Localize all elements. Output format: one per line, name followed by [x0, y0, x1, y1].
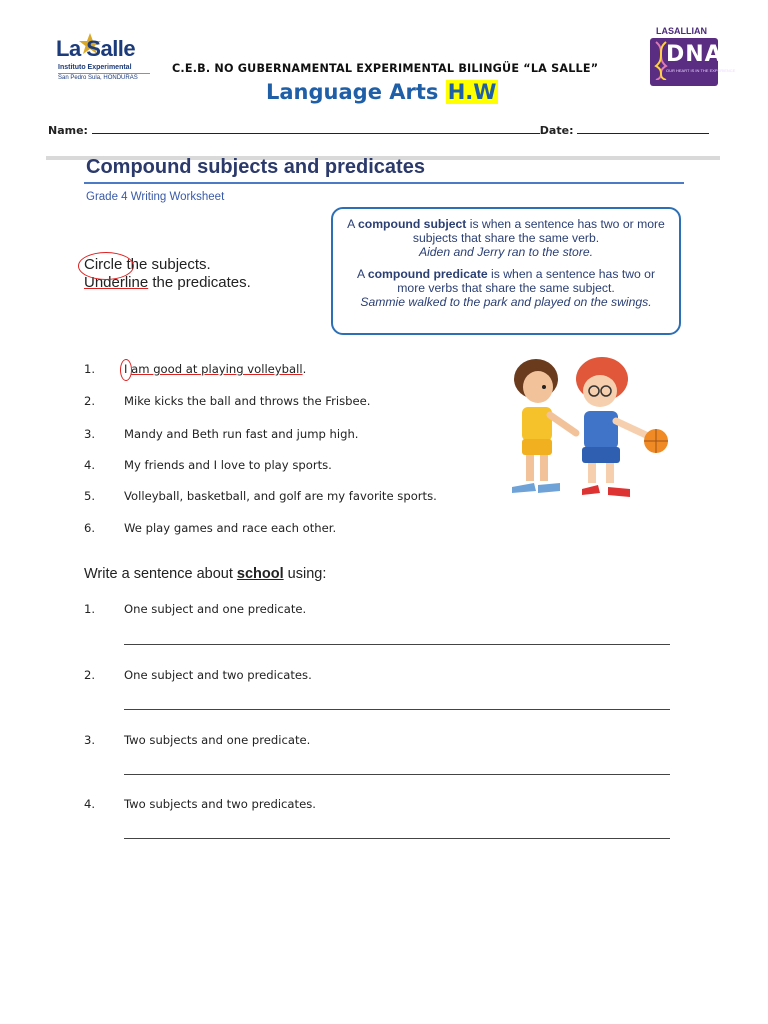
circle-instruction-text: the subjects.	[122, 256, 211, 273]
dna-logo-tagline: OUR HEART IS IN THE EXPERIENCE	[666, 68, 736, 73]
question-text: We play games and race each other.	[124, 521, 337, 535]
underline-instruction-text: the predicates.	[148, 274, 251, 291]
compound-predicate-definition: A compound predicate is when a sentence has two or more verbs that share the same subject.	[356, 267, 656, 295]
question-item: 6. We play games and race each other.	[84, 521, 337, 535]
write-prompt: Write a sentence about school using:	[84, 566, 327, 582]
name-date-line	[48, 124, 709, 137]
dna-logo-word: DNA	[666, 42, 723, 67]
answer-line[interactable]	[124, 774, 670, 775]
worksheet-title-rule	[84, 182, 684, 184]
write-item: 2. One subject and two predicates.	[84, 668, 312, 682]
answer-line[interactable]	[124, 709, 670, 710]
underline-instruction-word: Underline	[84, 274, 149, 291]
logo-subtitle: Instituto Experimental	[58, 64, 132, 71]
compound-predicate-example: Sammie walked to the park and played on the swings.	[360, 295, 652, 309]
title-highlight: H.W	[447, 80, 497, 104]
write-item-text: One subject and one predicate.	[124, 602, 307, 616]
worksheet-title: Compound subjects and predicates	[86, 156, 425, 178]
school-name: C.E.B. NO GUBERNAMENTAL EXPERIMENTAL BILINGÜE “LA SALLE”	[172, 62, 599, 75]
write-item-text: One subject and two predicates.	[124, 668, 312, 682]
answer-line[interactable]	[124, 644, 670, 645]
write-keyword: school	[236, 566, 284, 582]
question-text: Mandy and Beth run fast and jump high.	[124, 427, 359, 441]
logo-wordmark: La Salle	[56, 36, 136, 61]
logo-divider	[58, 73, 150, 74]
compound-subject-definition: A compound subject is when a sentence has two or more subjects that share the same verb.	[347, 217, 665, 245]
dna-logo-top-text: LASALLIAN	[656, 26, 707, 36]
write-item: 1. One subject and one predicate.	[84, 602, 307, 616]
definition-box	[331, 207, 681, 335]
circle-instruction-word: Circle	[84, 256, 123, 273]
underlined-predicate: am good at playing volleyball	[131, 362, 303, 376]
instructions	[84, 256, 251, 292]
question-text: My friends and I love to play sports.	[124, 458, 332, 472]
title-text: Language Arts	[266, 80, 446, 104]
kids-basketball-illustration	[498, 355, 674, 505]
date-field[interactable]	[577, 125, 709, 134]
question-item: 2. Mike kicks the ball and throws the Frisbee.	[84, 394, 371, 408]
question-item: 3. Mandy and Beth run fast and jump high.	[84, 427, 359, 441]
dna-logo-box	[650, 38, 736, 86]
worksheet-subtitle: Grade 4 Writing Worksheet	[86, 191, 225, 203]
question-item: 1. I am good at playing volleyball.	[84, 362, 307, 376]
question-item: 5. Volleyball, basketball, and golf are my favorite sports.	[84, 489, 437, 503]
name-label: Name:	[48, 124, 88, 137]
write-item: 3. Two subjects and one predicate.	[84, 733, 311, 747]
la-salle-logo	[50, 32, 160, 92]
question-item: 4. My friends and I love to play sports.	[84, 458, 332, 472]
logo-location: San Pedro Sula, HONDURAS	[58, 75, 138, 81]
date-label: Date:	[539, 124, 574, 137]
write-item: 4. Two subjects and two predicates.	[84, 797, 316, 811]
name-field[interactable]	[92, 125, 540, 134]
write-item-text: Two subjects and one predicate.	[124, 733, 311, 747]
write-item-text: Two subjects and two predicates.	[124, 797, 316, 811]
page-title	[266, 80, 498, 104]
question-text: Mike kicks the ball and throws the Frisbee.	[124, 394, 371, 408]
compound-subject-example: Aiden and Jerry ran to the store.	[418, 245, 594, 259]
question-text: Volleyball, basketball, and golf are my favorite sports.	[124, 489, 437, 503]
lasallian-dna-logo	[646, 26, 736, 88]
circled-subject: I	[124, 362, 128, 376]
answer-line[interactable]	[124, 838, 670, 839]
